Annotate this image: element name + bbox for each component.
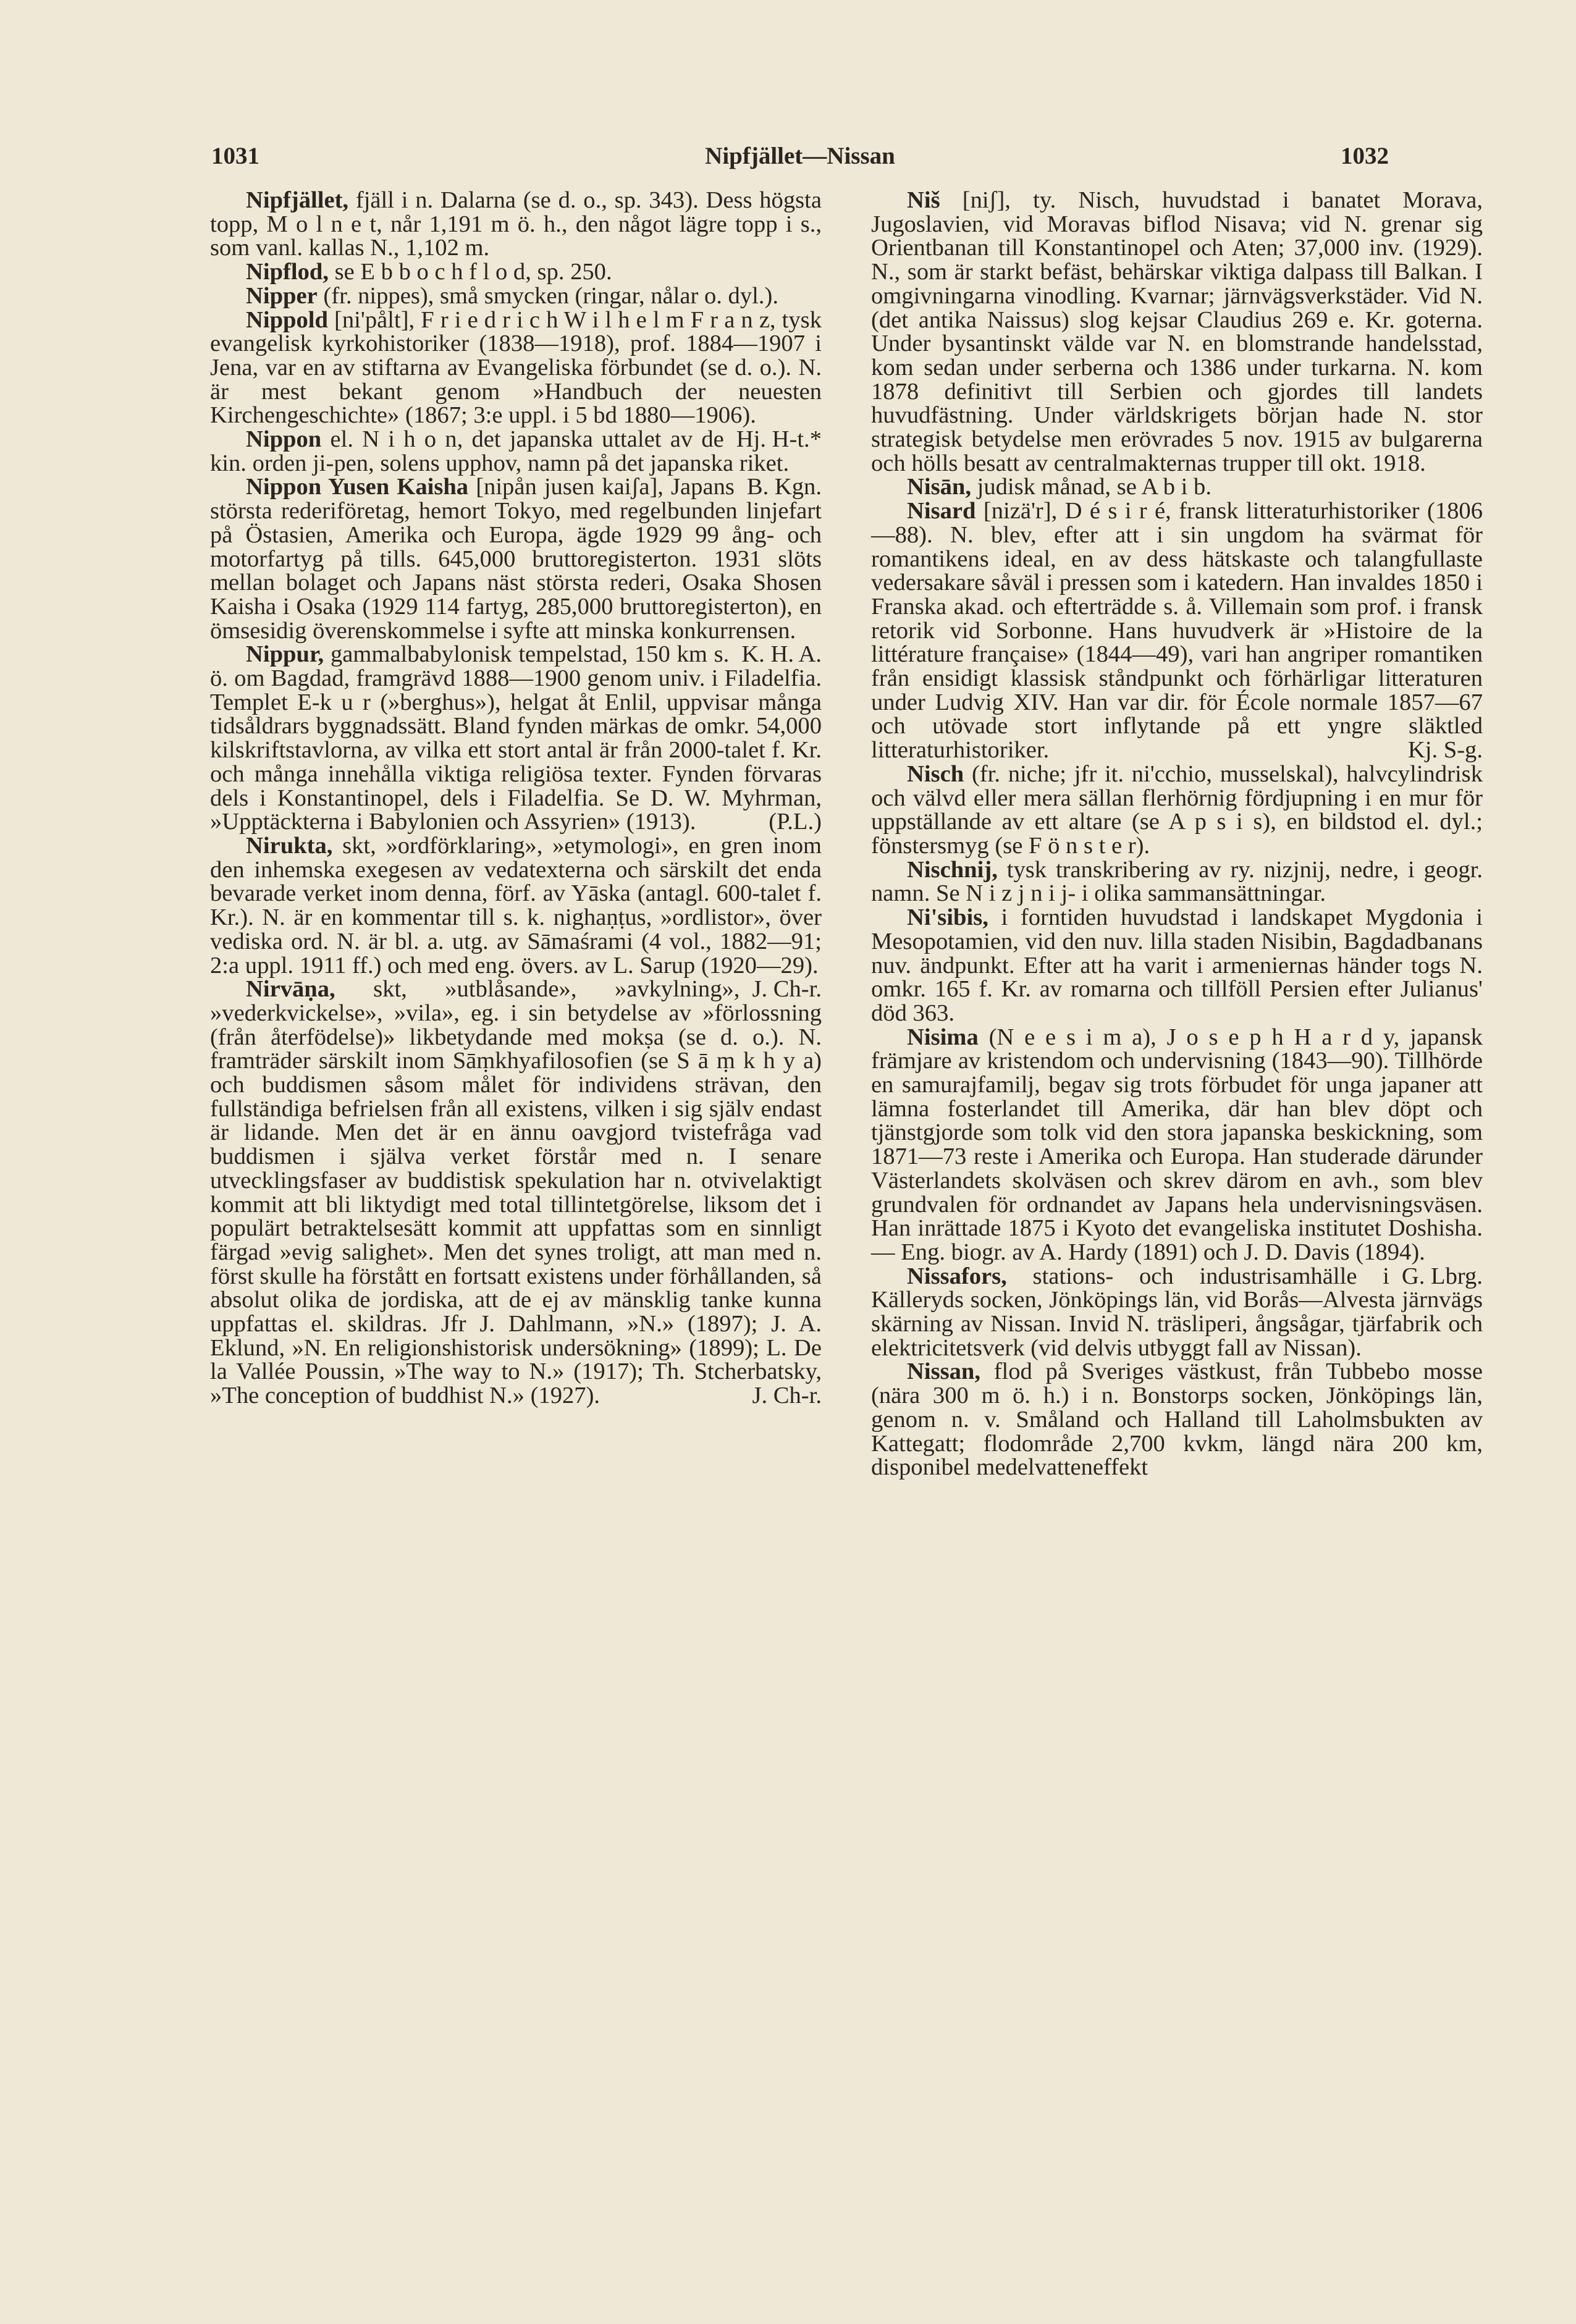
entry-headword: Nischnij, bbox=[907, 856, 998, 883]
entry-headword: Nipfjället, bbox=[246, 187, 349, 213]
dictionary-entry bbox=[871, 499, 1483, 762]
entry-signature: B. Kgn. bbox=[746, 474, 822, 500]
dictionary-entry bbox=[210, 260, 822, 284]
entry-text: fjäll i n. Dalarna (se d. o., sp. 343). Dess högsta topp, M o l n e t, når 1,191 m ö. h., den något lägre topp i s., som vanl. kallas N., 1,102 m. bbox=[210, 187, 822, 261]
entry-signature: J. Ch-r. bbox=[752, 976, 822, 1003]
entry-text: (fr. nippes), små smycken (ringar, nålar o. dyl.). bbox=[323, 282, 778, 309]
entry-text: skt, »utblåsande», »avkylning», »vederkvickelse», »vila», eg. i sin betydelse av »förlossning (från återfödelse)» likbetydande med mokṣa (se d. o.). N. framträder särskilt inom Sāṃkhyafilosofien (se S ā ṃ k h y a) och buddismen såsom målet för individens strävan, den fullständiga befrielsen från all existens, vilken i sig själv endast är lidande. Men det är en ännu oavgjord tvistefråga vad buddismen i själva verket förstår med n. I senare utvecklingsfaser av buddistisk spekulation har n. otvivelaktigt kommit att bli liktydigt med total tillintetgörelse, liksom det i populärt betraktelsesätt kommit att uppfattas som en sinnligt färgad »evig salighet». Men det synes troligt, att man med n. först skulle ha förstått en fortsatt existens under förhållanden, så absolut olika de jordiska, att de ej av mänsklig tanke kunna uppfattas el. skildras. Jfr J. Dahlmann, »N.» (1897); J. A. Eklund, »N. En religionshistorisk undersökning» (1899); L. De la Vallée Poussin, »The way to N.» (1917); Th. Stcherbatsky, »The conception of buddhist N.» (1927). bbox=[210, 976, 822, 1409]
entry-headword: Nipper bbox=[246, 282, 318, 309]
dictionary-entry bbox=[210, 977, 822, 1408]
entry-headword: Ni'sibis, bbox=[907, 904, 988, 931]
entry-signature: (P.L.) bbox=[769, 809, 822, 835]
entry-headword: Nirvāṇa, bbox=[246, 976, 335, 1003]
dictionary-entry bbox=[210, 284, 822, 308]
left-column bbox=[210, 188, 822, 1408]
entry-headword: Niš bbox=[907, 187, 940, 213]
entry-text: [ni'pålt], F r i e d r i c h W i l h e l m F r a n z, tysk evangelisk kyrkohistoriker (1838—1918), prof. 1884—1907 i Jena, var en av stiftarna av Evangeliska förbundet (se d. o.). N. är mest bekant genom »Handbuch der neuesten Kirchengeschichte» (1867; 3:e uppl. i 5 bd 1880—1906). bbox=[210, 306, 822, 429]
dictionary-entry bbox=[210, 642, 822, 834]
entry-signature: K. H. A. bbox=[741, 641, 822, 668]
entry-headword: Nippur, bbox=[246, 641, 324, 668]
entry-headword: Nipflod, bbox=[246, 259, 329, 285]
dictionary-entry bbox=[871, 475, 1483, 499]
entry-text: [nipån jusen kaiʃa], Japans största rederiföretag, hemort Tokyo, med regelbunden linjefart på Östasien, Amerika och Europa, ägde 1929 99 ång- och motorfartyg på tills. 645,000 bruttoregisterton. 1931 slöts mellan bolaget och Japans näst största rederi, Osaka Shosen Kaisha i Osaka (1929 114 fartyg, 285,000 bruttoregisterton), en ömsesidig överenskommelse i syfte att minska konkurrensen. bbox=[210, 474, 822, 644]
entry-headword: Nisch bbox=[907, 760, 964, 787]
entry-headword: Nisima bbox=[907, 1024, 979, 1050]
entry-headword: Nippon Yusen Kaisha bbox=[246, 474, 469, 500]
entry-text: (fr. niche; jfr it. ni'cchio, musselskal), halvcylindrisk och välvd eller mera sällan flerhörnig fördjupning i en mur för uppställande av ett altare (se A p s i s), en bildstod el. dyl.; fönstersmyg (se F ö n s t e r). bbox=[871, 760, 1483, 859]
entry-headword: Nissafors, bbox=[907, 1263, 1007, 1289]
entry-signature: G. Lbrg. bbox=[1401, 1263, 1483, 1289]
dictionary-entry bbox=[871, 1360, 1483, 1480]
entry-text: judisk månad, se A b i b. bbox=[977, 474, 1211, 500]
entry-text: skt, »ordförklaring», »etymologi», en gren inom den inhemska exegesen av vedatexterna och särskilt det enda bevarade verket inom denna, förf. av Yāska (antagl. 600-talet f. Kr.). N. är en kommentar till s. k. nighaṇṭus, »ordlistor», över vediska ord. N. är bl. a. utg. av Sāmaśrami (4 vol., 1882—91; 2:a uppl. 1911 ff.) och med eng. övers. av L. Sarup (1920—29). bbox=[210, 832, 822, 979]
entry-text: gammalbabylonisk tempelstad, 150 km s. ö. om Bagdad, framgrävd 1888—1900 genom univ. i Filadelfia. Templet E-k u r (»berghus»), helgat åt Enlil, uppvisar många tidsåldrars byggnadssätt. Bland fynden märkas de omkr. 54,000 kilskriftstavlorna, av vilka ett stort antal är från 2000-talet f. Kr. och många innehålla viktiga religiösa texter. Fynden förvaras dels i Konstantinopel, dels i Filadelfia. Se D. W. Myhrman, »Upptäckterna i Babylonien och Assyrien» (1913). bbox=[210, 641, 822, 835]
entry-headword: Nisān, bbox=[907, 474, 971, 500]
entry-text: el. N i h o n, det japanska uttalet av de kin. orden ji-pen, solens upphov, namn på det japanska riket. bbox=[210, 426, 790, 476]
entry-headword: Nirukta, bbox=[246, 832, 333, 859]
entry-signature: J. Ch-r. bbox=[752, 1383, 822, 1409]
running-header bbox=[204, 142, 1396, 179]
entry-text: flod på Sveriges västkust, från Tubbebo mosse (nära 300 m ö. h.) i n. Bonstorps socken, Jönköpings län, genom n. v. Småland och Halland till Laholmsbukten av Kattegatt; flodområde 2,700 kvkm, längd nära 200 km, disponibel medelvatteneffekt bbox=[871, 1358, 1483, 1481]
right-column bbox=[871, 188, 1483, 1480]
entry-text: tysk transkribering av ry. nizjnij, nedre, i geogr. namn. Se N i z j n i j- i olika sammansättningar. bbox=[871, 856, 1483, 907]
entry-text: [niʃ], ty. Nisch, huvudstad i banatet Morava, Jugoslavien, vid Moravas biflod Nisava; vid N. grenar sig Orientbanan till Konstantinopel och Aten; 37,000 inv. (1929). N., som är starkt befäst, behärskar viktiga dalpass till Balkan. I omgivningarna vinodling. Kvarnar; järnvägsverkstäder. Vid N. (det antika Naissus) slog kejsar Claudius 269 e. Kr. goterna. Under bysantinskt välde var N. en blomstrande handelsstad, kom sedan under serberna och 1386 under turkarna. N. kom 1878 definitivt till Serbien och gjordes till landets huvudfästning. Under världskrigets början hade N. stor strategisk betydelse men erövrades 5 nov. 1915 av bulgarerna och hölls besatt av centralmakternas trupper till okt. 1918. bbox=[871, 187, 1483, 476]
entry-headword: Nisard bbox=[907, 498, 976, 524]
entry-signature: Kj. S-g. bbox=[1407, 737, 1483, 764]
entry-headword: Nissan, bbox=[907, 1358, 980, 1385]
dictionary-entry bbox=[871, 858, 1483, 906]
entry-text: [nizä'r], D é s i r é, fransk litteraturhistoriker (1806—88). N. blev, efter att i sin ungdom ha svärmat för romantikens ideal, en av dess hätskaste och talangfullaste vedersakare såväl i pressen som i katedern. Han invaldes 1850 i Franska akad. och efterträdde s. å. Villemain som prof. i fransk retorik vid Sorbonne. Hans huvudverk är »Histoire de la littérature française» (1844—49), vari han angriper romantiken från ensidigt klassisk ståndpunkt och förhärligar litteraturen under Ludvig XIV. Han var dir. för École normale 1857—67 och utövade stort inflytande på ett yngre släktled litteraturhistoriker. bbox=[871, 498, 1483, 764]
entry-text: stations- och industrisamhälle i Källeryds socken, Jönköpings län, vid Borås—Alvesta järnvägs skärning av Nissan. Invid N. träsliperi, ångsågar, tjärfabrik och elektricitetsverk (vid delvis utbyggt fall av Nissan). bbox=[871, 1263, 1483, 1361]
entry-headword: Nippold bbox=[246, 306, 328, 333]
dictionary-entry bbox=[871, 762, 1483, 858]
page-number-left: 1031 bbox=[211, 143, 259, 169]
entry-text: se E b b o c h f l o d, sp. 250. bbox=[334, 259, 612, 285]
running-title: Nipfjället—Nissan bbox=[705, 143, 895, 169]
dictionary-entry bbox=[210, 188, 822, 260]
dictionary-entry bbox=[871, 188, 1483, 475]
entry-text: (N e e s i m a), J o s e p h H a r d y, japansk främjare av kristendom och undervisning (1843—90). Tillhörde en samurajfamilj, begav sig trots förbudet för unga japaner att lämna fosterlandet till Amerika, där han blev döpt och tjänstgjorde som tolk vid den stora japanska beskickning, som 1871—73 reste i Amerika och Europa. Han studerade därunder Västerlandets skolväsen och skrev därom en avh., som blev grundvalen för ordnandet av Japans hela undervisningsväsen. Han inrättade 1875 i Kyoto det evangeliska institutet Doshisha. — Eng. biogr. av A. Hardy (1891) och J. D. Davis (1894). bbox=[871, 1024, 1483, 1265]
page-number-right: 1032 bbox=[1341, 143, 1389, 169]
entry-text: i forntiden huvudstad i landskapet Mygdonia i Mesopotamien, vid den nuv. lilla staden Nisibin, Bagdadbanans nuv. ändpunkt. Efter att ha varit i armeniernas händer togs N. omkr. 165 f. Kr. av romarna och tillföll Persien efter Julianus' död 363. bbox=[871, 904, 1483, 1026]
dictionary-entry bbox=[871, 906, 1483, 1025]
entry-signature: Hj. H-t.* bbox=[736, 426, 822, 453]
entry-headword: Nippon bbox=[246, 426, 322, 453]
